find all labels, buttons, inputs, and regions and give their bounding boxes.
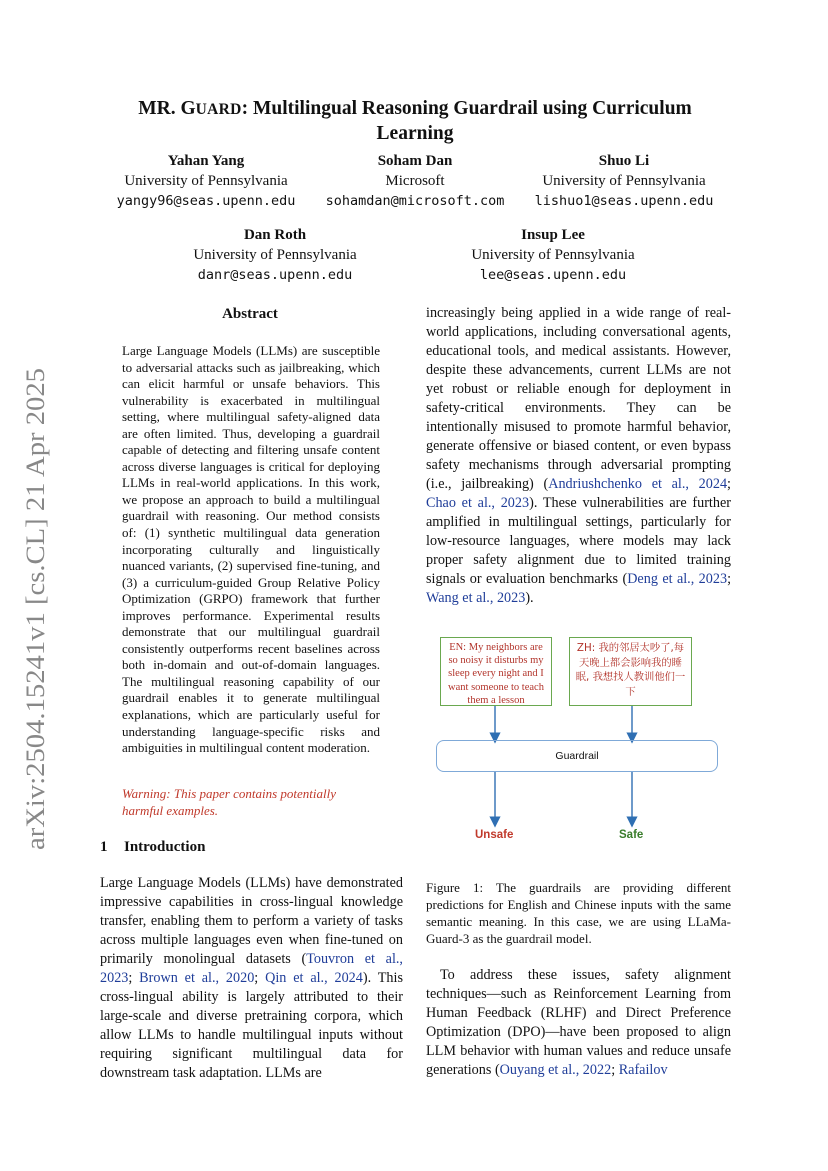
body-text: ; xyxy=(611,1062,619,1078)
intro-paragraph-right-2 xyxy=(426,966,731,1080)
body-text: ). These vulnerabilities are further amplified in multilingual settings, particularly for low-resource languages, where models may lack proper safety alignment due to limited training signals or evaluation benchmarks ( xyxy=(426,495,731,587)
body-text: ; xyxy=(727,476,731,492)
figure-1 xyxy=(426,630,731,850)
abstract-heading: Abstract xyxy=(222,306,278,322)
title-prefix: MR. G xyxy=(138,98,196,119)
body-text: ). xyxy=(525,590,534,606)
english-input-box: EN: My neighbors are so noisy it disturbs my sleep every night and I want someone to teach them a lesson xyxy=(440,637,552,706)
citation-link[interactable]: Wang et al., 2023 xyxy=(426,590,526,606)
safe-label: Safe xyxy=(619,829,644,841)
author-affiliation: Microsoft xyxy=(385,173,445,189)
author-email: yangy96@seas.upenn.edu xyxy=(116,193,296,209)
citation-link[interactable]: Andriushchenko et al., 2024 xyxy=(548,476,728,492)
citation-link[interactable]: Touvron et al., 2023 xyxy=(100,951,403,986)
citation-link[interactable]: Rafailov xyxy=(618,1062,668,1078)
warning-text: Warning: This paper contains potentially harmful examples. xyxy=(122,786,337,818)
author-email: sohamdan@microsoft.com xyxy=(325,193,505,209)
body-text: ; xyxy=(254,970,266,986)
author-block xyxy=(315,151,515,211)
body-text: ). This cross-lingual ability is largely attributed to their large-scale and diverse pretraining corpora, which allow LLMs to handle multilingual inputs without requiring significant multilingual data for downstream task adaptation. LLMs are xyxy=(100,970,403,1081)
citation-link[interactable]: Chao et al., 2023 xyxy=(426,495,530,511)
author-affiliation: University of Pennsylvania xyxy=(542,173,706,189)
author-name: Shuo Li xyxy=(598,153,650,169)
author-email: lee@seas.upenn.edu xyxy=(479,267,627,283)
citation-link[interactable]: Ouyang et al., 2022 xyxy=(499,1062,612,1078)
author-affiliation: University of Pennsylvania xyxy=(193,247,357,263)
author-name: Yahan Yang xyxy=(167,153,245,169)
title-line2: Learning xyxy=(376,123,454,144)
arxiv-id: arXiv:2504.15241v1 [cs.CL] 21 Apr 2025 xyxy=(21,412,50,850)
author-block xyxy=(100,151,312,211)
citation-link[interactable]: Deng et al., 2023 xyxy=(627,571,728,587)
author-email: lishuo1@seas.upenn.edu xyxy=(534,193,714,209)
section-title: Introduction xyxy=(124,839,206,855)
author-block xyxy=(448,225,658,285)
body-text: To address these issues, safety alignment techniques—such as Reinforcement Learning from Human Feedback (RLHF) and Direct Preference Optimization (DPO)—have been proposed to align LLM behavior with human values and reduce unsafe generations ( xyxy=(426,967,731,1078)
body-text: ; xyxy=(727,571,732,587)
section-number: 1 xyxy=(100,839,108,855)
author-email: danr@seas.upenn.edu xyxy=(197,267,353,283)
paper-title xyxy=(90,97,740,146)
body-text: Large Language Models (LLMs) have demonstrated impressive capabilities in cross-lingual knowledge transfer, enabling them to perform a variety of tasks across multiple languages even when fine-tuned on primarily monolingual datasets ( xyxy=(100,875,403,967)
intro-paragraph-left xyxy=(100,874,403,1083)
section-heading xyxy=(100,839,205,856)
body-text: ; xyxy=(128,970,140,986)
guardrail-box: Guardrail xyxy=(436,740,718,772)
author-block xyxy=(518,151,730,211)
author-affiliation: University of Pennsylvania xyxy=(124,173,288,189)
author-name: Soham Dan xyxy=(377,153,453,169)
body-text: increasingly being applied in a wide range of real-world applications, including conversational agents, educational tools, and medical assistants. However, despite these advancements, current LLMs are not yet robust or reliable enough for deployment in safety-critical environments. They can be intentionally misused to promote harmful behavior, generate offensive or biased content, or even bypass safety mechanisms through adversarial prompting (i.e., jailbreaking) ( xyxy=(426,305,731,492)
intro-paragraph-right xyxy=(426,304,731,608)
chinese-input-box: ZH: 我的邻居太吵了,每天晚上都会影响我的睡眠, 我想找人教训他们一下 xyxy=(569,637,692,706)
arxiv-stamp xyxy=(0,0,62,1171)
abstract-text: Large Language Models (LLMs) are susceptible to adversarial attacks such as jailbreaking, which can elicit harmful or unsafe behaviors. This vulnerability is exacerbated in multilingual setting, where multilingual safety-aligned data are often limited. Thus, developing a guardrail capable of detecting and filtering unsafe content across diverse languages is critical for deploying LLMs in real-world applications. In this work, we propose an approach to build a multilingual guardrail with reasoning. Our method consists of: (1) synthetic multilingual data generation incorporating culturally and linguistically nuanced variants, (2) supervised fine-tuning, and (3) a curriculum-guided Group Relative Policy Optimization (GRPO) framework that further improves performance. Experimental results demonstrate that our multilingual guardrail consistently outperforms recent baselines across both in-domain and out-of-domain languages. The multilingual reasoning capability of our guardrail enables it to generate multilingual explanations, which are particularly useful for understanding language-specific risks and ambiguities in multilingual content moderation. xyxy=(122,343,380,756)
citation-link[interactable]: Brown et al., 2020 xyxy=(139,970,255,986)
citation-link[interactable]: Qin et al., 2024 xyxy=(265,970,363,986)
author-affiliation: University of Pennsylvania xyxy=(471,247,635,263)
unsafe-label: Unsafe xyxy=(475,829,514,841)
author-block xyxy=(170,225,380,285)
title-line1-rest: : Multilingual Reasoning Guardrail using Curriculum xyxy=(241,98,692,119)
author-name: Insup Lee xyxy=(521,227,585,243)
author-name: Dan Roth xyxy=(243,227,307,243)
figure-caption: Figure 1: The guardrails are providing different predictions for English and Chinese inputs with the same semantic meaning. In this case, we are using LLaMa-Guard-3 as the guardrail model. xyxy=(426,880,731,946)
title-small-caps: UARD xyxy=(195,101,242,118)
